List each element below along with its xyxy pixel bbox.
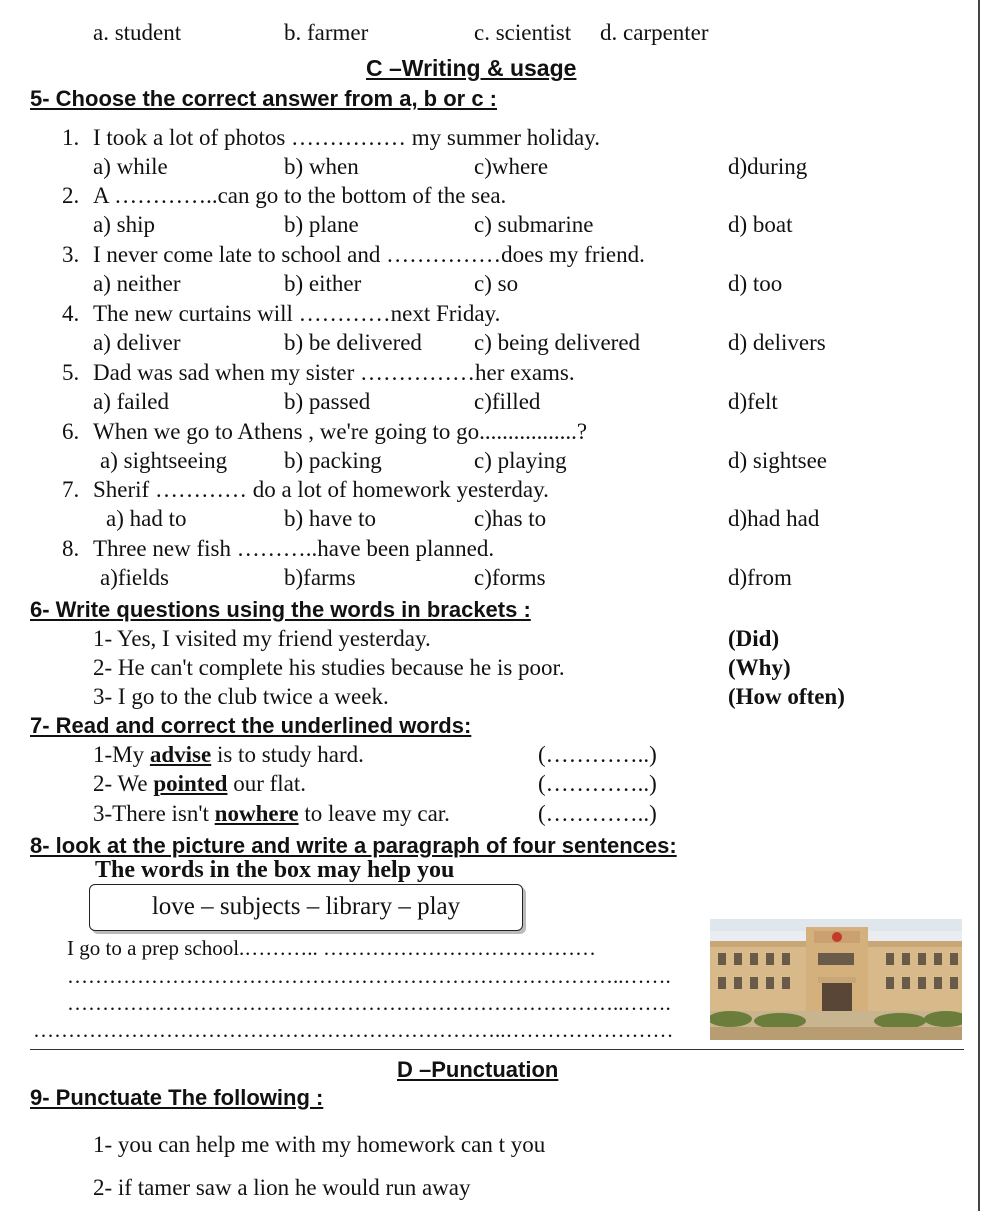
q5-item-5-opt-a: a) failed bbox=[93, 389, 169, 414]
writing-line-4: …………………………………………………………..…………………… bbox=[33, 1018, 674, 1042]
q7-item-2-pre: 2- We bbox=[93, 771, 154, 796]
writing-line-2: ……………………………………………………………………..……. bbox=[67, 964, 671, 988]
q9-item-1: 1- you can help me with my homework can t you bbox=[93, 1132, 546, 1157]
top-option-c: c. scientist bbox=[474, 20, 572, 45]
q7-item-1-underlined-word: advise bbox=[149, 742, 212, 767]
q5-item-7-opt-a: a) had to bbox=[106, 506, 187, 531]
q7-item-1-pre: 1-My bbox=[93, 742, 150, 767]
q6-item-3-hint: (How often) bbox=[728, 684, 845, 709]
q5-item-6-opt-c: c) playing bbox=[474, 448, 567, 473]
q5-item-4-stem: The new curtains will …………next Friday. bbox=[93, 301, 501, 326]
q5-item-6-stem: When we go to Athens , we're going to go.................? bbox=[93, 419, 588, 444]
q5-item-7-opt-d: d)had had bbox=[728, 506, 820, 531]
q6-item-2-hint: (Why) bbox=[728, 655, 791, 680]
q6-item-3: 3- I go to the club twice a week. bbox=[93, 684, 389, 709]
q7-item-1 bbox=[93, 743, 364, 766]
q7-item-3-blank: (…………..) bbox=[538, 801, 657, 826]
q5-item-4-opt-d: d) delivers bbox=[728, 330, 826, 355]
q7-item-1-blank: (…………..) bbox=[538, 742, 657, 767]
q5-item-8-opt-b: b)farms bbox=[284, 565, 356, 590]
q7-item-2-underlined-word: pointed bbox=[153, 771, 228, 796]
q8-subtitle: The words in the box may help you bbox=[95, 857, 455, 883]
writing-line-3: ……………………………………………………………………..……. bbox=[67, 991, 671, 1015]
q7-item-2-blank: (…………..) bbox=[538, 771, 657, 796]
section-divider bbox=[30, 1049, 964, 1050]
q5-item-7-num: 7. bbox=[62, 477, 80, 502]
q5-item-8-opt-c: c)forms bbox=[474, 565, 546, 590]
q7-item-3-post: to leave my car. bbox=[298, 801, 450, 826]
q5-item-8-opt-a: a)fields bbox=[100, 565, 169, 590]
q5-item-1-opt-b: b) when bbox=[284, 154, 359, 179]
q5-item-7-stem: Sherif ………… do a lot of homework yesterday. bbox=[93, 477, 549, 502]
q5-item-5-stem: Dad was sad when my sister ……………her exams. bbox=[93, 360, 575, 385]
q5-item-8-num: 8. bbox=[62, 536, 80, 561]
q7-title: 7- Read and correct the underlined words: bbox=[30, 713, 472, 738]
school-building-image bbox=[710, 919, 962, 1040]
q5-item-2-opt-b: b) plane bbox=[284, 212, 359, 237]
section-c-title: C –Writing & usage bbox=[366, 55, 577, 81]
q5-item-2-num: 2. bbox=[62, 183, 80, 208]
q5-item-1-stem: I took a lot of photos …………… my summer holiday. bbox=[93, 125, 601, 150]
q7-item-2 bbox=[93, 772, 306, 795]
q5-item-4-opt-c: c) being delivered bbox=[474, 330, 641, 355]
q5-item-5-num: 5. bbox=[62, 360, 80, 385]
q5-item-5-opt-d: d)felt bbox=[728, 389, 778, 414]
q7-item-3-underlined-word: nowhere bbox=[214, 801, 299, 826]
q8-title: 8- look at the picture and write a paragraph of four sentences: bbox=[30, 833, 677, 858]
q7-item-1-post: is to study hard. bbox=[211, 742, 364, 767]
q5-item-2-opt-c: c) submarine bbox=[474, 212, 594, 237]
q5-item-4-opt-b: b) be delivered bbox=[284, 330, 422, 355]
q6-item-1-hint: (Did) bbox=[728, 626, 780, 651]
q5-item-2-opt-d: d) boat bbox=[728, 212, 793, 237]
q5-item-8-stem: Three new fish ………..have been planned. bbox=[93, 536, 495, 561]
q5-item-6-opt-d: d) sightsee bbox=[728, 448, 828, 473]
q5-item-1-opt-a: a) while bbox=[93, 154, 168, 179]
q5-item-5-opt-b: b) passed bbox=[284, 389, 371, 414]
q5-item-5-opt-c: c)filled bbox=[474, 389, 541, 414]
word-box: love – subjects – library – play bbox=[89, 884, 523, 931]
q7-item-2-post: our flat. bbox=[227, 771, 307, 796]
q7-item-3 bbox=[93, 802, 450, 825]
q5-item-3-opt-d: d) too bbox=[728, 271, 783, 296]
q9-item-2: 2- if tamer saw a lion he would run away bbox=[93, 1175, 471, 1200]
q6-item-2: 2- He can't complete his studies because he is poor. bbox=[93, 655, 565, 680]
q5-item-2-stem: A …………..can go to the bottom of the sea. bbox=[93, 183, 507, 208]
q5-title: 5- Choose the correct answer from a, b or c : bbox=[30, 86, 498, 111]
q5-item-3-opt-b: b) either bbox=[284, 271, 362, 296]
q5-item-3-opt-a: a) neither bbox=[93, 271, 181, 296]
q5-item-3-opt-c: c) so bbox=[474, 271, 519, 296]
q5-item-1-opt-c: c)where bbox=[474, 154, 549, 179]
q5-item-6-opt-a: a) sightseeing bbox=[100, 448, 228, 473]
q5-item-1-num: 1. bbox=[62, 125, 80, 150]
q7-item-3-pre: 3-There isn't bbox=[93, 801, 215, 826]
q5-item-3-stem: I never come late to school and ……………does my friend. bbox=[93, 242, 645, 267]
top-option-b: b. farmer bbox=[284, 20, 369, 45]
top-option-a: a. student bbox=[93, 20, 182, 45]
q5-item-7-opt-c: c)has to bbox=[474, 506, 547, 531]
school-picture bbox=[710, 919, 962, 1040]
q6-title: 6- Write questions using the words in brackets : bbox=[30, 597, 531, 622]
q5-item-2-opt-a: a) ship bbox=[93, 212, 155, 237]
top-option-d: d. carpenter bbox=[600, 20, 709, 45]
q5-item-7-opt-b: b) have to bbox=[284, 506, 376, 531]
q9-title: 9- Punctuate The following : bbox=[30, 1085, 324, 1110]
q5-item-8-opt-d: d)from bbox=[728, 565, 792, 590]
q5-item-3-num: 3. bbox=[62, 242, 80, 267]
section-d-title: D –Punctuation bbox=[397, 1057, 559, 1082]
q6-item-1: 1- Yes, I visited my friend yesterday. bbox=[93, 626, 431, 651]
q5-item-1-opt-d: d)during bbox=[728, 154, 808, 179]
q5-item-6-num: 6. bbox=[62, 419, 80, 444]
q5-item-4-opt-a: a) deliver bbox=[93, 330, 181, 355]
q5-item-6-opt-b: b) packing bbox=[284, 448, 382, 473]
writing-line-1: I go to a prep school.……….. ………………………………… bbox=[67, 936, 597, 960]
q5-item-4-num: 4. bbox=[62, 301, 80, 326]
